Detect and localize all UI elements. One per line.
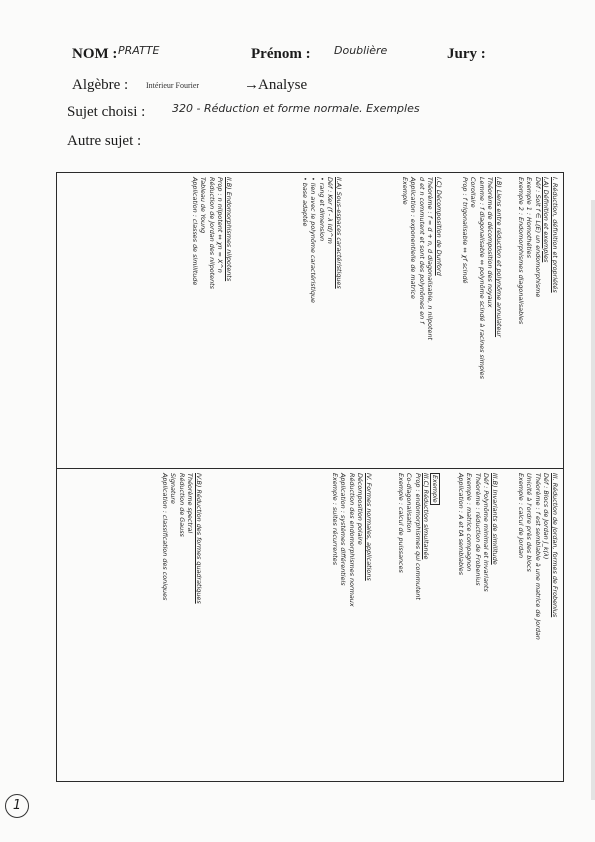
plan-line: Prop : n nilpotent ⇔ χn = X^n [216,177,225,273]
plan-line: III.B) Invariants de similitude [491,473,499,565]
plan-line: Déf : Blocs de Jordan J_k(λ) [542,473,551,560]
plan-top-col-0 [516,177,559,324]
page-number-badge: 1 [5,794,29,818]
plan-bottom-col-1 [456,473,499,592]
plan-bottom-col-3 [330,473,373,607]
algebre-arrow: → [244,77,259,93]
algebre-label: Algèbre : [72,77,129,93]
plan-line: Prop : endomorphismes qui commutent [413,473,422,600]
plan-line: Application : systèmes différentiels [339,473,348,586]
prenom-label: Prénom : [251,46,311,62]
plan-bottom-col-4 [160,473,203,604]
plan-bottom-col-2 [396,473,439,600]
plan-line: Exemple 1 : Homothéties [525,177,534,258]
plan-top-col-2 [400,177,443,340]
plan-line: II.B) Endomorphismes nilpotents [225,177,233,282]
scan-bleed [591,200,595,800]
plan-line [430,473,439,600]
plan-line: • lien avec le polynôme caractéristique [309,177,318,303]
plan-line: Application : classes de similitude [190,177,199,286]
plan-line: I.B) Liens entre réduction et polynôme annulateur [495,177,503,338]
plan-line: Réduction de Gauss [177,473,186,537]
plan-line: Tableau de Young [199,177,208,234]
plan-line: IV.B) Réduction des formes quadratiques [195,473,203,604]
plan-line: I. Réduction, définition et propriétés [551,177,559,293]
plan-line: Réduction des endomorphismes normaux [347,473,356,607]
plan-line: Co-diagonalisation [405,473,414,533]
plan-top-col-4 [190,177,233,289]
plan-line: Exemple : calcul de puissances [396,473,405,573]
plan-line: I.C) Décomposition de Dunford [435,177,443,276]
plan-bottom-section [57,469,563,780]
plan-line: IV. Formes normales, applications [365,473,373,581]
jury-label: Jury : [447,46,486,62]
plan-line: Décomposition polaire [356,473,365,545]
plan-line: Lemme : f diagonalisable ⇔ polynôme scindé à racines simples [477,177,486,379]
plan-line: Application : exponentielle de matrice [409,177,418,299]
plan-line: Théorème spectral [186,473,195,534]
plan-line: Unicité à l'ordre près des blocs [525,473,534,572]
algebre-value: Analyse [258,77,308,93]
plan-line: • base adaptée [300,177,309,227]
plan-line: I.A) Définition et exemples [542,177,551,263]
plan-line: Réduction de Jordan des nilpotents [207,177,216,290]
plan-line: Application : classification des coniques [160,473,169,601]
plan-line: Prop : f trigonalisable ⇔ χf scindé [460,177,469,284]
nom-value: PRATTE [118,44,160,57]
plan-line: II.A) Sous-espaces caractéristiques [335,177,343,289]
plan-bottom-col-0 [516,473,559,640]
plan-top-col-3 [300,177,343,303]
plan-line: Corollaire [469,177,478,208]
plan-line: Signature [169,473,178,504]
autre-label: Autre sujet : [67,133,142,149]
plan-top-section [57,173,563,468]
plan-box [56,172,564,782]
plan-line: Exemple 2 : Endomorphismes diagonalisables [516,177,525,325]
nom-label: NOM : [72,46,118,62]
plan-line: Exemple [400,177,409,205]
plan-line: Théorème : réduction de Frobenius [473,473,482,586]
plan-line: • rang et dimension [317,177,326,242]
plan-line: Déf : Soit f ∈ L(E) un endomorphisme [533,177,542,298]
plan-line: Déf : Polynôme minimal et invariants [482,473,491,592]
plan-line: III. Réduction de Jordan, formes de Frobenius [551,473,559,618]
algebre-struck: Intérieur Fourier [146,81,200,90]
plan-line: Théorème de décomposition des noyaux [486,177,495,308]
plan-top-col-1 [460,177,503,379]
plan-line: Exemple : matrice compagnon [465,473,474,572]
sujet-label: Sujet choisi : [67,104,146,120]
plan-line: Théorème : f = d + n, d diagonalisable, n nilpotent [426,177,435,341]
plan-line: Théorème : f est semblable à une matrice de Jordan [533,473,542,640]
plan-line: d et n commutent et sont des polynômes en f [417,177,426,324]
plan-line: Application : A et tA semblables [456,473,465,576]
prenom-value: Doublière [334,44,388,57]
plan-line: III.C) Réduction simultanée [422,473,431,560]
plan-line: Exemple : suites récurrentes [330,473,339,566]
plan-line: Exemple : calcul de Jordan [516,473,525,558]
plan-line: Déf : Ker (f - λ Id)^m [326,177,335,244]
plan-boxed-label: Exemple [431,475,439,503]
sujet-value: 320 - Réduction et forme normale. Exemples [172,102,420,115]
